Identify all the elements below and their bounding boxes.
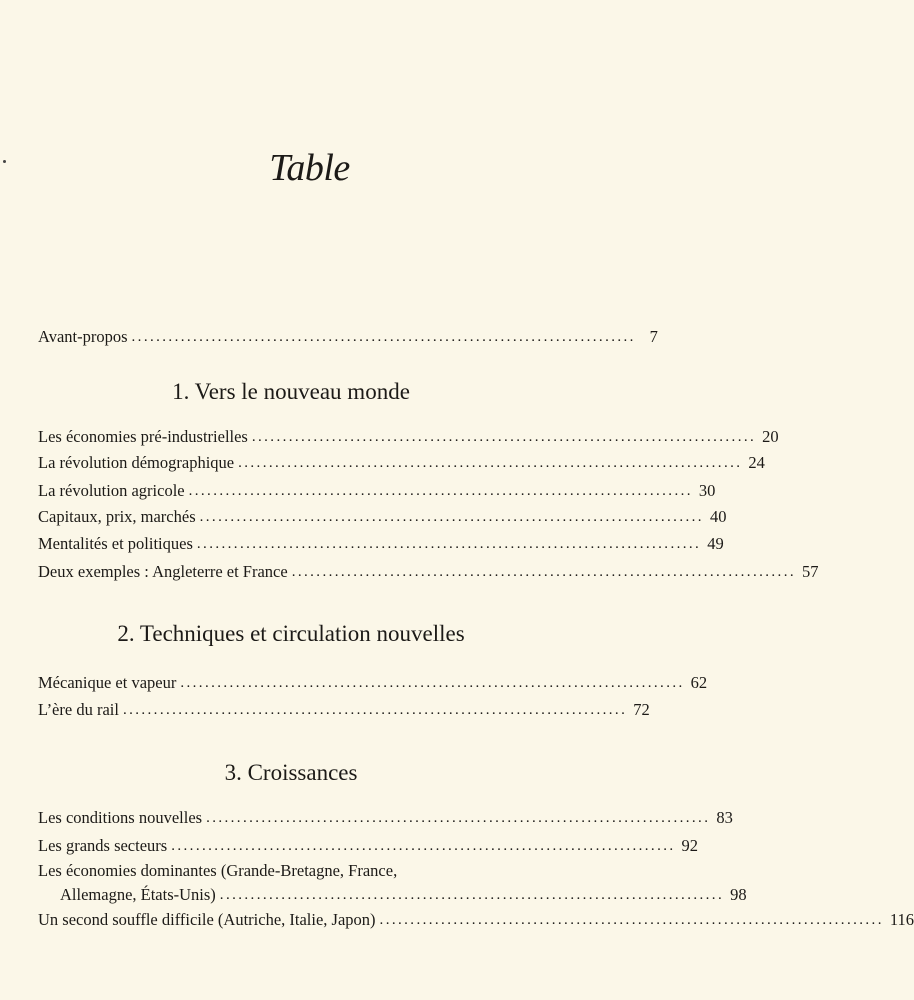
dot-leader: .................................................................................. bbox=[199, 509, 704, 525]
entry-label: Un second souffle difficile (Autriche, Italie, Japon) bbox=[38, 910, 376, 929]
dot-leader: .................................................................................. bbox=[219, 887, 725, 903]
dot-leader: .................................................................................. bbox=[206, 810, 711, 826]
toc-entry bbox=[38, 834, 699, 858]
entry-page: 92 bbox=[681, 836, 699, 855]
entry-label: Les économies pré-industrielles bbox=[38, 427, 248, 446]
toc-entry bbox=[38, 532, 724, 556]
entry-label: Avant-propos bbox=[38, 327, 128, 346]
entry-page: 116 bbox=[889, 910, 914, 929]
entry-label: Les grands secteurs bbox=[38, 836, 168, 855]
entry-label-line1: Les économies dominantes (Grande-Bretagne, France, bbox=[38, 861, 398, 880]
entry-label: Mécanique et vapeur bbox=[38, 673, 177, 692]
dot-leader: .................................................................................. bbox=[379, 912, 884, 928]
entry-label: Deux exemples : Angleterre et France bbox=[38, 562, 288, 581]
entry-label: Mentalités et politiques bbox=[38, 534, 193, 553]
toc-entry bbox=[38, 671, 708, 695]
entry-page: 24 bbox=[748, 453, 765, 472]
entry-page: 49 bbox=[707, 534, 724, 553]
entry-label: L’ère du rail bbox=[38, 700, 119, 719]
toc-entry-avant-propos bbox=[38, 325, 658, 349]
toc-entry bbox=[38, 479, 716, 503]
toc-entry bbox=[38, 560, 819, 584]
toc-entry bbox=[38, 908, 914, 932]
entry-label: Les conditions nouvelles bbox=[38, 808, 203, 827]
entry-page: 72 bbox=[633, 700, 650, 719]
dot-leader: .................................................................................. bbox=[188, 483, 693, 499]
dot-leader: .................................................................................. bbox=[291, 564, 797, 580]
dot-leader: .................................................................................. bbox=[171, 838, 676, 854]
section-heading-2: 2. Techniques et circulation nouvelles bbox=[117, 621, 465, 646]
entry-page: 40 bbox=[709, 507, 727, 526]
toc-entry bbox=[38, 698, 650, 722]
entry-page: 83 bbox=[716, 808, 733, 827]
toc-entry bbox=[38, 425, 779, 449]
section-heading-1: 1. Vers le nouveau monde bbox=[172, 379, 410, 404]
entry-page: 20 bbox=[762, 427, 779, 446]
dot-leader: .................................................................................. bbox=[251, 429, 757, 445]
dot-leader: .................................................................................. bbox=[180, 675, 685, 691]
toc-entry bbox=[38, 451, 765, 475]
dot-leader: .................................................................................. bbox=[131, 329, 636, 345]
entry-label: La révolution démographique bbox=[38, 453, 235, 472]
toc-entry bbox=[38, 806, 733, 830]
toc-entry-multiline bbox=[38, 859, 747, 907]
entry-page: 62 bbox=[690, 673, 708, 692]
entry-label-line2: Allemagne, États-Unis) bbox=[60, 885, 216, 904]
dot-leader: .................................................................................. bbox=[238, 455, 743, 471]
entry-page: 30 bbox=[698, 481, 716, 500]
dot-leader: .................................................................................. bbox=[122, 702, 628, 718]
toc-entry bbox=[38, 505, 727, 529]
section-heading-3: 3. Croissances bbox=[224, 760, 358, 785]
dot-leader: .................................................................................. bbox=[196, 536, 702, 552]
entry-label: La révolution agricole bbox=[38, 481, 185, 500]
entry-page: 57 bbox=[802, 562, 819, 581]
entry-label: Capitaux, prix, marchés bbox=[38, 507, 196, 526]
page-title: Table bbox=[269, 147, 350, 189]
entry-page: 98 bbox=[730, 885, 747, 904]
entry-page: 7 bbox=[649, 327, 658, 346]
entry-line2 bbox=[38, 883, 747, 907]
